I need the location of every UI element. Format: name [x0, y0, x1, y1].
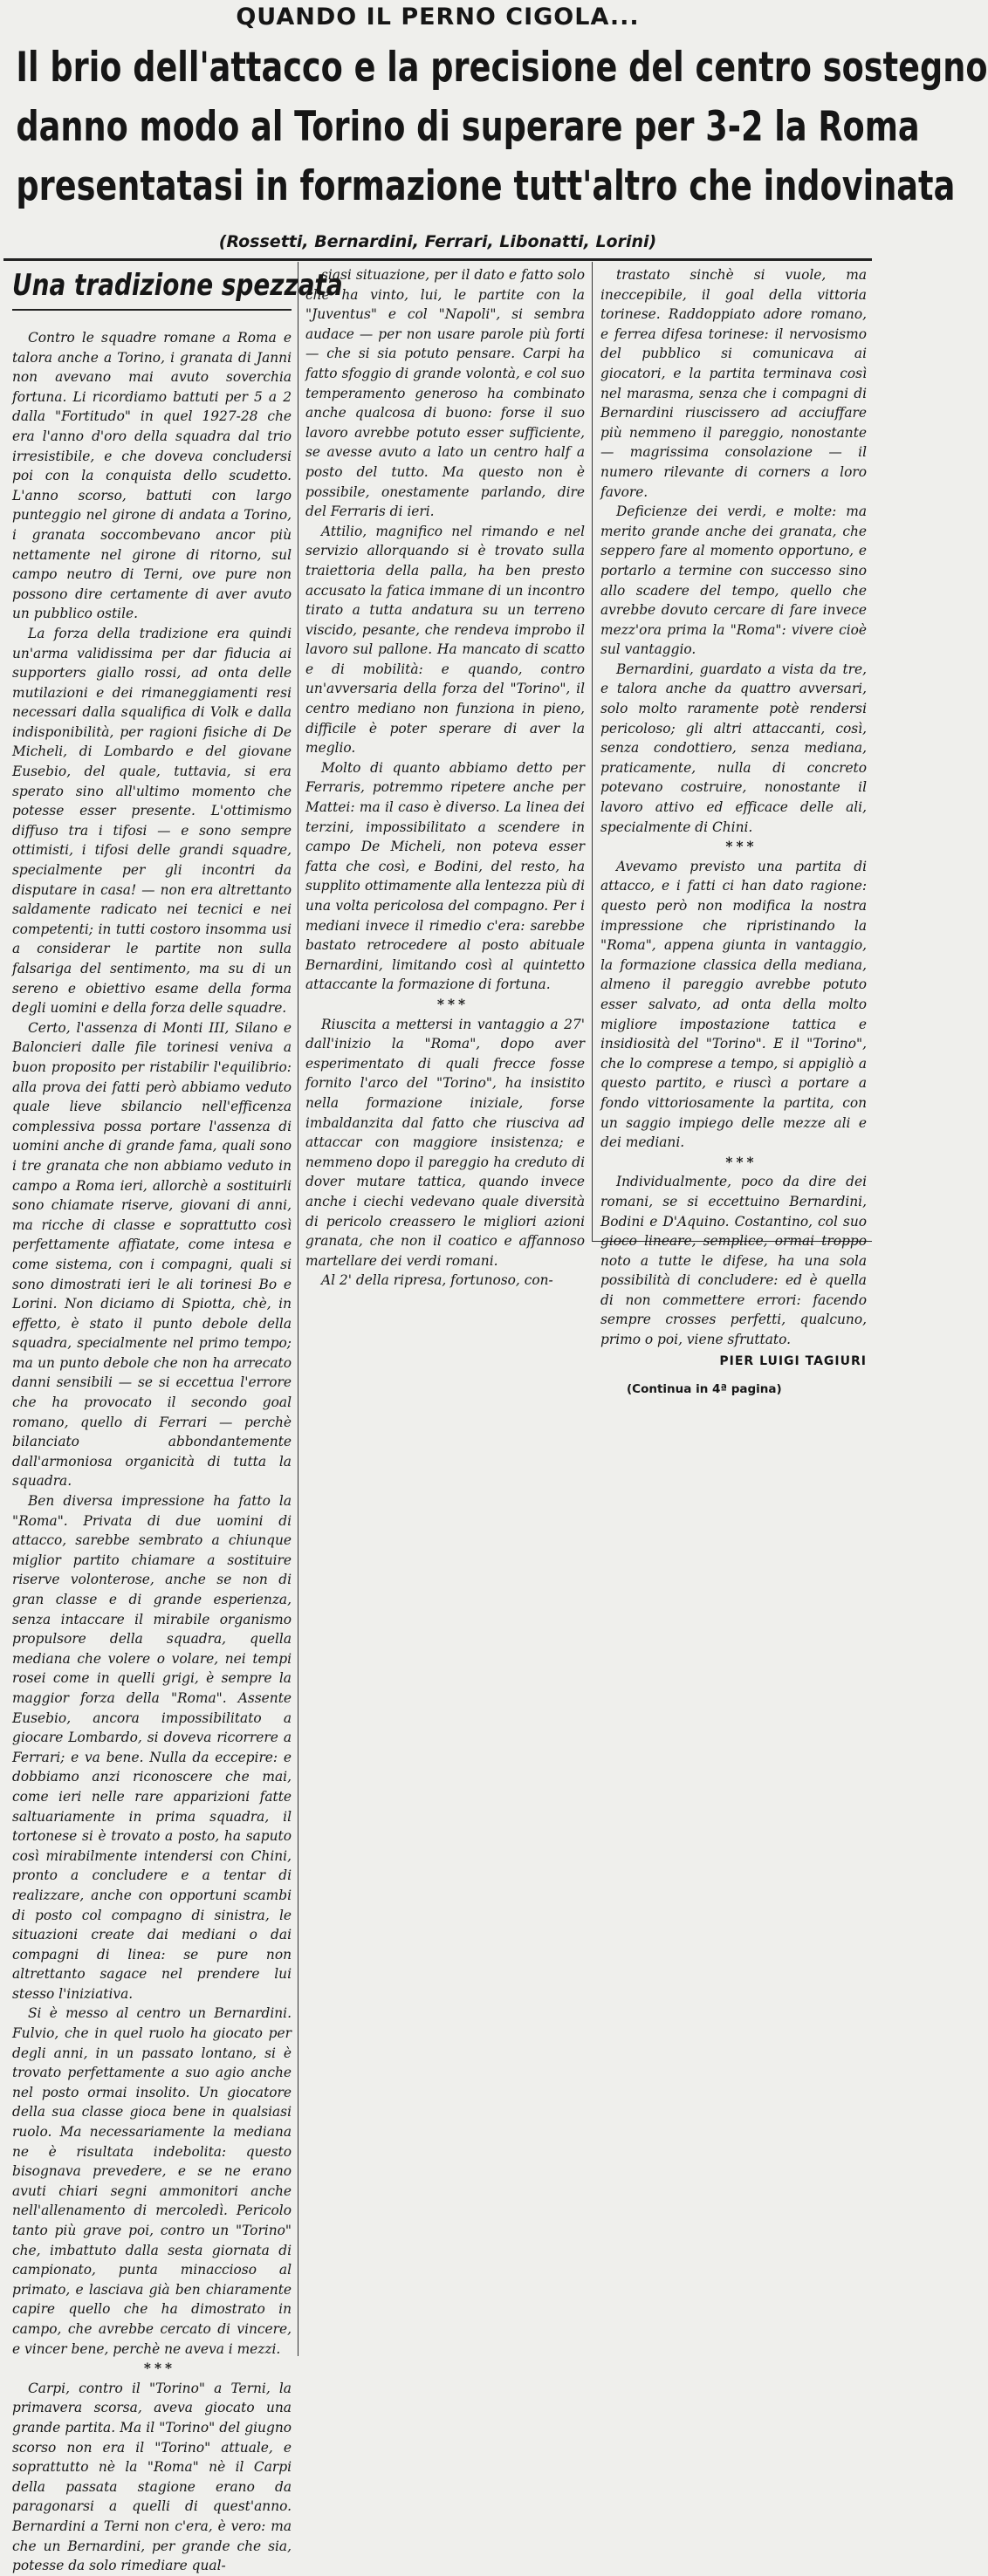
paragraph: Ben diversa impressione ha fatto la "Roma". Privata di due uomini di attacco, sarebbe sembrato a chiunque miglior partito chiamare a sostituire riserve volonterose, anche se non di gran classe e di grande esperienza, senza intaccare il mirabile organismo propulsore della squadra, quella mediana che volere o volare, nei tempi rosei come in quelli grigi, è sempre la maggior forza della "Roma". Assente Eusebio, ancora impossibilitato a giocare Lombardo, si doveva ricorrere a Ferrari; e va bene. Nulla da eccepire: e dobbiamo anzi riconoscere che mai, come ieri nelle rare apparizioni fatte saltuariamente in prima squadra, il tortonese si è trovato a posto, ha saputo così mirabilmente intendersi con Chini, pronto a concludere e a tentar di realizzare, anche con opportuni scambi di posto col compagno di sinistra, le situazioni create dai mediani o dai compagni di linea: se pure non altrettanto sagace nel prendere lui stesso l'iniziativa. [12, 1493, 292, 2002]
section-separator: *** [725, 839, 758, 855]
paragraph: siasi situazione, per il dato e fatto solo che ha vinto, lui, le partite con la "Juventus" e col "Napoli", si sembra audace — per non usare parole più forti — che si sia potuto pensare. Carpi ha fatto sfoggio di grande volontà, e col suo temperamento generoso ha combinato anche qualcosa di buono: forse il suo lavoro avrebbe potuto esser sufficiente, se avesse avuto a lato un centro half a posto del tutto. Ma questo non è possibile, onestamente parlando, dire del Ferraris di ieri. [305, 267, 585, 520]
paragraph: Certo, l'assenza di Monti III, Silano e Baloncieri dalle file torinesi veniva a buon proposito per ristabilir l'equilibrio: alla prova dei fatti però abbiamo veduto quale lieve sbilancio nell'efficenza complessiva possa portare l'assenza di uomini anche di grande fama, quali sono i tre granata che non abbiamo veduto in campo a Roma ieri, allorchè a sostituirli sono chiamate riserve, giovani di anni, ma ricche di classe e soprattutto così perfettamente affiatate, come intesa e come sistema, con i compagni, quali si sono dimostrati ieri le ali torinesi Bo e Lorini. Non diciamo di Spiotta, chè, in effetto, è stato il punto debole della squadra, specialmente nel primo tempo; ma un punto debole che non ha arrecato danni sensibili — se si eccettua l'errore che ha provocato il secondo goal romano, quello di Ferrari — perchè bilanciato abbondantemente dall'armoniosa organicità di tutta la squadra. [12, 1019, 292, 1490]
article-column-1 [12, 265, 343, 2576]
section-separator: *** [143, 2360, 176, 2377]
paragraph: Riuscita a mettersi in vantaggio a 27' dall'inizio la "Roma", dopo aver esperimentato di quali frecce fosse fornito l'arco del "Torino", ha insistito nella formazione iniziale, forse imbaldanzita dal fatto che riusciva ad attaccar con maggiore insistenza; e nemmeno dopo il pareggio ha creduto di dover mutare tattica, quando invece anche i ciechi vedevano quale diversità di pericolo creassero le migliori azioni granata, che non il coatico e affannoso martellare dei verdi romani. [305, 1016, 585, 1269]
kicker: QUANDO IL PERNO CIGOLA... [236, 3, 640, 31]
article-column-2 [305, 265, 585, 1291]
continuation-note: (Continua in 4ª pagina) [627, 1382, 782, 1397]
headline-line-3: presentatasi in formazione tutt'altro che indovinata [16, 162, 956, 210]
player-subhead: (Rossetti, Bernardini, Ferrari, Libonatti, Lorini) [218, 232, 657, 251]
headline-line-2: danno modo al Torino di superare per 3-2 la Roma [16, 103, 920, 151]
section-separator: *** [725, 1154, 758, 1170]
paragraph: Carpi, contro il "Torino" a Terni, la primavera scorsa, aveva giocato una grande partita. Ma il "Torino" del giugno scorso non era il "Torino" attuale, e soprattutto nè la "Roma" nè il Carpi della passata stagione erano da paragonarsi a quelli di quest'anno. Bernardini a Terni non c'era, è vero: ma che un Bernardini, per grande che sia, potesse da solo rimediare qual- [12, 2380, 292, 2574]
paragraph: Attilio, magnifico nel rimando e nel servizio allorquando si è trovato sulla traiettoria della palla, ha ben presto accusato la fatica immane di un incontro tirato a tutta andatura su un terreno viscido, pesante, che rendeva improbo il lavoro sul pallone. Ha mancato di scatto e di mobilità: e quando, contro un'avversaria della forza del "Torino", il centro mediano non funziona in pieno, difficile è poter sperare di aver la meglio. [305, 523, 585, 757]
paragraph: Bernardini, guardato a vista da tre, e talora anche da quattro avversari, solo molto raramente potè rendersi pericoloso; gli altri attaccanti, così, senza condottiero, senza mediana, praticamente, nulla di concreto potevano costruire, nonostante il lavoro attivo ed efficace delle ali, specialmente di Chini. [600, 661, 867, 835]
paragraph: Deficienze dei verdi, e molte: ma merito grande anche dei granata, che seppero fare al momento opportuno, e portarlo a termine con successo sino allo scadere del tempo, quello che avrebbe dovuto cercare di fare invece mezz'ora prima la "Roma": vivere cioè sul vantaggio. [600, 504, 867, 658]
paragraph: Al 2' della ripresa, fortunoso, con- [321, 1272, 553, 1289]
paragraph: Avevamo previsto una partita di attacco, e i fatti ci han dato ragione: questo però non modifica la nostra impressione che ripristinando la "Roma", appena giunta in vantaggio, la formazione classica della mediana, almeno il pareggio avrebbe potuto esser salvato, ad onta della molto migliore impostazione tattica e insidiosità del "Torino". E il "Torino", che lo comprese a tempo, si appigliò a questo partito, e riuscì a portare a fondo vittoriosamente la partita, con un saggio impiego delle mezze ali e dei mediani. [600, 858, 867, 1151]
paragraph: trastato sinchè si vuole, ma ineccepibile, il goal della vittoria torinese. Raddoppiato adore romano, e ferrea difesa torinese: il nervosismo del pubblico si comunicava ai giocatori, e la partita terminava così nel marasma, senza che i compagni di Bernardini riuscissero ad acciuffare più nemmeno il pareggio, nonostante — magrissima consolazione — il numero rilevante di corners a loro favore. [600, 267, 867, 500]
paragraph: Si è messo al centro un Bernardini. Fulvio, che in quel ruolo ha giocato per degli anni, in un passato lontano, si è trovato perfettamente a suo agio anche nel posto ormai insolito. Un giocatore della sua classe gioca bene in qualsiasi ruolo. Ma necessariamente la mediana ne è risultata indebolita: questo bisognava prevedere, e se ne erano avuti chiari segni ammonitori anche nell'allenamento di mercoledì. Pericolo tanto più grave poi, contro un "Torino" che, imbattuto dalla sesta giornata di campionato, punta minaccioso al primato, e lasciava già ben chiaramente capire quello che ha dimostrato in campo, che avrebbe cercato di vincere, e vincer bene, perchè ne aveva i mezzi. [12, 2005, 292, 2357]
top-divider [3, 258, 872, 261]
paragraph: Individualmente, poco da dire dei romani, se si eccettuino Bernardini, Bodini e D'Aquino. Costantino, col suo gioco lineare, semplice, ormai troppo noto a tutte le difese, ha una sola possibilità di concludere: ed è quella di non commettere errori: facendo sempre crosses perfetti, qualcuno, primo o poi, viene sfruttato. [600, 1174, 867, 1348]
article-column-3 [600, 265, 867, 1400]
headline [16, 38, 988, 216]
paragraph: La forza della tradizione era quindi un'arma validissima per dar fiducia ai supporters giallo rossi, ad onta delle mutilazioni e dei rimaneggiamenti resi necessari dalla squalifica di Volk e dalla indisponibilità, per ragioni fisiche di De Micheli, di Lombardo e del giovane Eusebio, del quale, tuttavia, si era sperato sino all'ultimo momento che potesse esser presente. L'ottimismo diffuso tra i tifosi — e sono sempre ottimisti, i tifosi delle grandi squadre, specialmente per gli incontri da disputare in casa! — non era altrettanto saldamente radicato nei tecnici e nei competenti; in tutti costoro insomma usi a considerar le partite non sulla falsariga del sentimento, ma su di un sereno e obiettivo esame della forma degli uomini e della forza delle squadre. [12, 625, 292, 1017]
headline-line-1: Il brio dell'attacco e la precisione del centro sostegno [16, 44, 988, 92]
column-divider-2 [592, 262, 593, 1241]
paragraph: Contro le squadre romane a Roma e talora anche a Torino, i granata di Janni non avevano mai avuto soverchia fortuna. Li ricordiamo battuti per 5 a 2 dalla "Fortitudo" in quel 1927-28 che era l'anno d'oro della squadra dal trio irresistibile, e che doveva concludersi poi con la conquista dello scudetto. L'anno scorso, battuti con largo punteggio nel girone di andata a Torino, i granata soccombevano ancor più nettamente nel girone di ritorno, sul campo neutro di Terni, ove pure non possono dire certamente di aver avuto un pubblico ostile. [12, 330, 292, 622]
section-separator: *** [436, 996, 470, 1012]
section-title: Una tradizione spezzata [12, 268, 343, 303]
author-signature: PIER LUIGI TAGIURI [719, 1353, 867, 1368]
section-title-rule [12, 309, 292, 311]
paragraph: Molto di quanto abbiamo detto per Ferraris, potremmo ripetere anche per Mattei: ma il caso è diverso. La linea dei terzini, impossibilitato a scendere in campo De Micheli, non poteva esser fatta che così, e Bodini, del resto, ha supplito ottimamente alla lentezza più di una volta pericolosa del compagno. Per i mediani invece il rimedio c'era: sarebbe bastato retrocedere al posto abituale Bernardini, limitando così al quintetto attaccante la formazione di fortuna. [305, 759, 585, 993]
